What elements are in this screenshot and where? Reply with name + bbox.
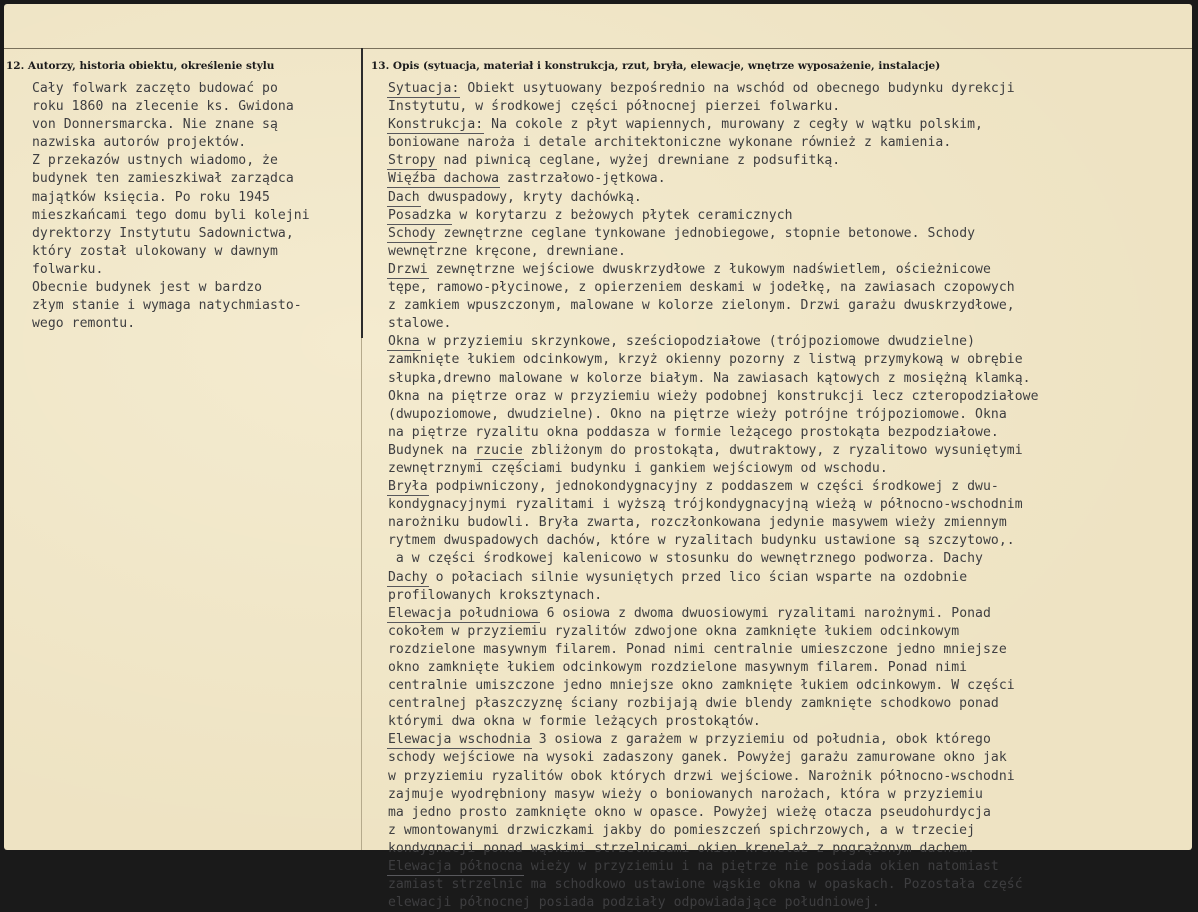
section-13-body bbox=[388, 80, 1188, 912]
section-13-line bbox=[388, 207, 1188, 225]
section-12-header: 12. Autorzy, historia obiektu, określenie stylu bbox=[6, 60, 275, 72]
section-13-line bbox=[388, 749, 1188, 767]
line-text: cokołem w przyziemiu ryzalitów zdwojone okna zamknięte łukiem odcinkowym bbox=[388, 623, 960, 639]
section-13-line bbox=[388, 858, 1188, 876]
line-text: (dwupoziomowe, dwudzielne). Okno na piętrze wieży potrójne trójpoziomowe. Okna bbox=[388, 406, 1007, 422]
section-12-line: majątków księcia. Po roku 1945 bbox=[32, 189, 270, 205]
line-text: ma jedno prosto zamknięte okno w opasce. Powyżej wieżę otacza pseudohurdycja bbox=[388, 804, 991, 820]
line-text: Okna na piętrze oraz w przyziemiu wieży podobnej konstrukcji lecz czteropodziałowe bbox=[388, 388, 1039, 404]
section-12-line: roku 1860 na zlecenie ks. Gwidona bbox=[32, 99, 294, 115]
line-text: podpiwniczony, jednokondygnacyjny z poddaszem w części środkowej z dwu- bbox=[427, 479, 999, 495]
line-text: kondygnacyjnymi ryzalitami i wyższą trójkondygnacyjną wieżą w północno-wschodnim bbox=[388, 497, 1023, 513]
line-text: z zamkiem wpuszczonym, malowane w kolorze zielonym. Drzwi garażu dwuskrzydłowe, bbox=[388, 298, 1015, 314]
line-text: zewnętrznymi częściami budynku i gankiem wejściowym od wschodu. bbox=[388, 460, 888, 476]
line-text: rozdzielone masywnym filarem. Ponad nimi centralnie umieszczone jedno mniejsze bbox=[388, 641, 1007, 657]
section-13-line bbox=[388, 514, 1188, 532]
section-13-line bbox=[388, 80, 1188, 98]
underlined-term: Elewacja wschodnia bbox=[388, 732, 531, 748]
section-13-line bbox=[388, 170, 1188, 188]
line-text: okno zamknięte łukiem odcinkowym rozdzielone masywnym filarem. Ponad nimi bbox=[388, 660, 968, 675]
section-12-line: nazwiska autorów projektów. bbox=[32, 135, 247, 151]
underlined-term: Elewacja południowa bbox=[388, 605, 539, 621]
line-text: o połaciach silnie wysuniętych przed lico ścian wsparte na ozdobnie bbox=[427, 569, 968, 585]
line-text: zamiast strzelnic ma schodkowo ustawione wąskie okna w opaskach. Pozostała część bbox=[388, 877, 1023, 893]
section-13-line bbox=[388, 98, 1188, 116]
section-13-line bbox=[388, 297, 1188, 315]
line-text: nad piwnicą ceglane, wyżej drewniane z podsufitką. bbox=[435, 153, 841, 169]
section-12-line: dyrektorzy Instytutu Sadownictwa, bbox=[32, 225, 294, 241]
section-13-line bbox=[388, 894, 1188, 912]
line-text: centralnej płaszczyznę ściany rozbijają dwie blendy zamknięte schodkowo ponad bbox=[388, 696, 999, 712]
line-text: schody wejściowe na wysoki zadaszony ganek. Powyżej garażu zamurowane okno jak bbox=[388, 750, 1007, 766]
underlined-term: Dach bbox=[388, 189, 420, 205]
underlined-term: Schody bbox=[388, 225, 436, 241]
section-13-line bbox=[388, 442, 1188, 460]
section-13-line bbox=[388, 333, 1188, 351]
section-12-line: budynek ten zamieszkiwał zarządca bbox=[32, 171, 294, 187]
section-13-line bbox=[388, 134, 1188, 152]
line-text: 6 osiowa z dwoma dwuosiowymi ryzalitami narożnymi. Ponad bbox=[538, 605, 991, 621]
section-13-line bbox=[388, 713, 1188, 731]
line-text: kondygnacji ponad wąskimi strzelnicami okien krenelaż z pogrążonym dachem. bbox=[388, 840, 976, 856]
section-13-line bbox=[388, 695, 1188, 713]
section-13-line bbox=[388, 243, 1188, 261]
line-text: zewnętrzne ceglane tynkowane jednobiegowe, stopnie betonowe. Schody bbox=[435, 225, 976, 241]
line-text: wewnętrzne kręcone, drewniane. bbox=[388, 243, 626, 259]
section-13-line bbox=[388, 152, 1188, 170]
section-13-line bbox=[388, 623, 1188, 641]
underlined-term: Bryła bbox=[388, 479, 428, 495]
section-13-line bbox=[388, 731, 1188, 749]
line-text: zamknięte łukiem odcinkowym, krzyż okienny pozorny z listwą przymykową w obrębie bbox=[388, 352, 1023, 368]
line-text: stalowe. bbox=[388, 316, 452, 332]
section-13-line bbox=[388, 225, 1188, 243]
line-text: boniowane naroża i detale architektoniczne wykonane również z kamienia. bbox=[388, 135, 952, 151]
line-text: tępe, ramowo-płycinowe, z opierzeniem deskami w jodełkę, na zawiasach czopowych bbox=[388, 280, 1015, 296]
section-13-line bbox=[388, 315, 1188, 333]
section-12-line: Obecnie budynek jest w bardzo bbox=[32, 280, 263, 296]
line-text: 3 osiowa z garażem w przyziemiu od południa, obok którego bbox=[530, 732, 991, 748]
section-12-line: który został ulokowany w dawnym bbox=[32, 243, 278, 259]
underlined-term: Więźba dachowa bbox=[388, 171, 500, 187]
section-13-line bbox=[388, 370, 1188, 388]
section-12-line: von Donnersmarcka. Nie znane są bbox=[32, 117, 278, 133]
line-text: zewnętrzne wejściowe dwuskrzydłowe z łukowym nadświetlem, ościeżnicowe bbox=[427, 261, 991, 277]
line-text: Na cokole z płyt wapiennych, murowany z cegły w wątku polskim, bbox=[483, 117, 983, 133]
line-text: narożniku budowli. Bryła zwarta, rozczłonkowana jedynie masywem wieży zmiennym bbox=[388, 515, 1007, 531]
section-13-line bbox=[388, 641, 1188, 659]
underlined-term: Okna bbox=[388, 334, 420, 350]
section-13-line bbox=[388, 587, 1188, 605]
line-text: centralnie umiszczone jedno mniejsze okno zamknięte łukiem odcinkowym. W części bbox=[388, 678, 1015, 694]
section-13-header: 13. Opis (sytuacja, materiał i konstrukcja, rzut, bryła, elewacje, wnętrze wyposażenie, instalacje) bbox=[371, 60, 941, 72]
section-13-line bbox=[388, 189, 1188, 207]
section-13-line bbox=[388, 768, 1188, 786]
section-13-line bbox=[388, 351, 1188, 369]
section-13-line bbox=[388, 822, 1188, 840]
line-text: Instytutu, w środkowej części północnej pierzei folwarku. bbox=[388, 99, 841, 115]
section-13-line bbox=[388, 496, 1188, 514]
line-text: rytmem dwuspadowych dachów, które w ryzalitach budynku ustawione są szczytowo,. bbox=[388, 533, 1015, 549]
section-12-line: złym stanie i wymaga natychmiasto- bbox=[32, 298, 302, 314]
line-text: słupka,drewno malowane w kolorze białym. Na zawiasach kątowych z mosiężną klamką. bbox=[388, 370, 1031, 386]
section-13-line bbox=[388, 550, 1188, 568]
section-13-line bbox=[388, 659, 1188, 677]
section-12-line: folwarku. bbox=[32, 261, 104, 277]
line-text: zbliżonym do prostokąta, dwutraktowy, z ryzalitowo wysuniętymi bbox=[522, 442, 1023, 458]
section-13-line bbox=[388, 876, 1188, 894]
section-13-line bbox=[388, 388, 1188, 406]
line-text: Obiekt usytuowany bezpośrednio na wschód od obecnego budynku dyrekcji bbox=[459, 81, 1015, 96]
section-12-body bbox=[32, 80, 362, 333]
line-text: zajmuje wyodrębniony masyw wieży o boniowanych narożach, która w przyziemiu bbox=[388, 786, 983, 802]
section-13-line bbox=[388, 478, 1188, 496]
line-text: dwuspadowy, kryty dachówką. bbox=[419, 189, 642, 205]
section-13-line bbox=[388, 116, 1188, 134]
line-text: a w części środkowej kalenicowo w stosunku do wewnętrznego podworza. Dachy bbox=[388, 551, 983, 567]
section-13-line bbox=[388, 804, 1188, 822]
section-13-line bbox=[388, 460, 1188, 478]
line-text: w przyziemiu skrzynkowe, sześciopodziałowe (trójpoziomowe dwudzielne) bbox=[419, 334, 976, 350]
section-13-line bbox=[388, 569, 1188, 587]
line-text: w przyziemiu ryzalitów obok których drzwi wejściowe. Narożnik północno-wschodni bbox=[388, 768, 1015, 784]
section-13-line bbox=[388, 261, 1188, 279]
line-text: wieży w przyziemiu i na piętrze nie posiada okien natomiast bbox=[522, 859, 999, 875]
inventory-card bbox=[4, 4, 1192, 911]
section-12-line: mieszkańcami tego domu byli kolejni bbox=[32, 207, 310, 223]
line-text: zastrzałowo-jętkowa. bbox=[499, 171, 666, 187]
section-13-line bbox=[388, 424, 1188, 442]
line-text: elewacji północnej posiada podziały odpowiadające południowej. bbox=[388, 895, 880, 911]
line-text: z wmontowanymi drzwiczkami jakby do pomieszczeń spichrzowych, a w trzeciej bbox=[388, 822, 976, 838]
section-13-line bbox=[388, 840, 1188, 858]
section-12-line: Cały folwark zaczęto budować po bbox=[32, 81, 278, 96]
line-text: którymi dwa okna w formie leżących prostokątów. bbox=[388, 714, 761, 730]
section-13-line bbox=[388, 786, 1188, 804]
top-rule bbox=[4, 48, 1192, 49]
section-13-line bbox=[388, 279, 1188, 297]
section-13-line bbox=[388, 605, 1188, 623]
section-13-line bbox=[388, 677, 1188, 695]
underlined-term: Konstrukcja: bbox=[388, 117, 484, 133]
underlined-term: Sytuacja: bbox=[388, 81, 460, 96]
underlined-term: Stropy bbox=[388, 153, 436, 169]
line-text: profilowanych krokszty​nach. bbox=[388, 587, 603, 603]
column-divider-faint bbox=[361, 338, 362, 850]
underlined-term: Elewacja północna bbox=[388, 859, 523, 875]
line-text: Budynek na bbox=[388, 442, 476, 458]
line-text: na piętrze ryzalitu okna poddasza w formie leżącego prostokąta bezpodziałowe. bbox=[388, 424, 999, 440]
section-13-line bbox=[388, 406, 1188, 424]
underlined-term: Posadzka bbox=[388, 207, 452, 223]
underlined-term: rzucie bbox=[475, 442, 523, 458]
underlined-term: Drzwi bbox=[388, 261, 428, 277]
section-12-line: Z przekazów ustnych wiadomo, że bbox=[32, 153, 278, 169]
underlined-term: Dachy bbox=[388, 569, 428, 585]
line-text: w korytarzu z beżowych płytek ceramicznych bbox=[451, 207, 793, 223]
section-13-line bbox=[388, 532, 1188, 550]
section-12-line: wego remontu. bbox=[32, 316, 136, 332]
